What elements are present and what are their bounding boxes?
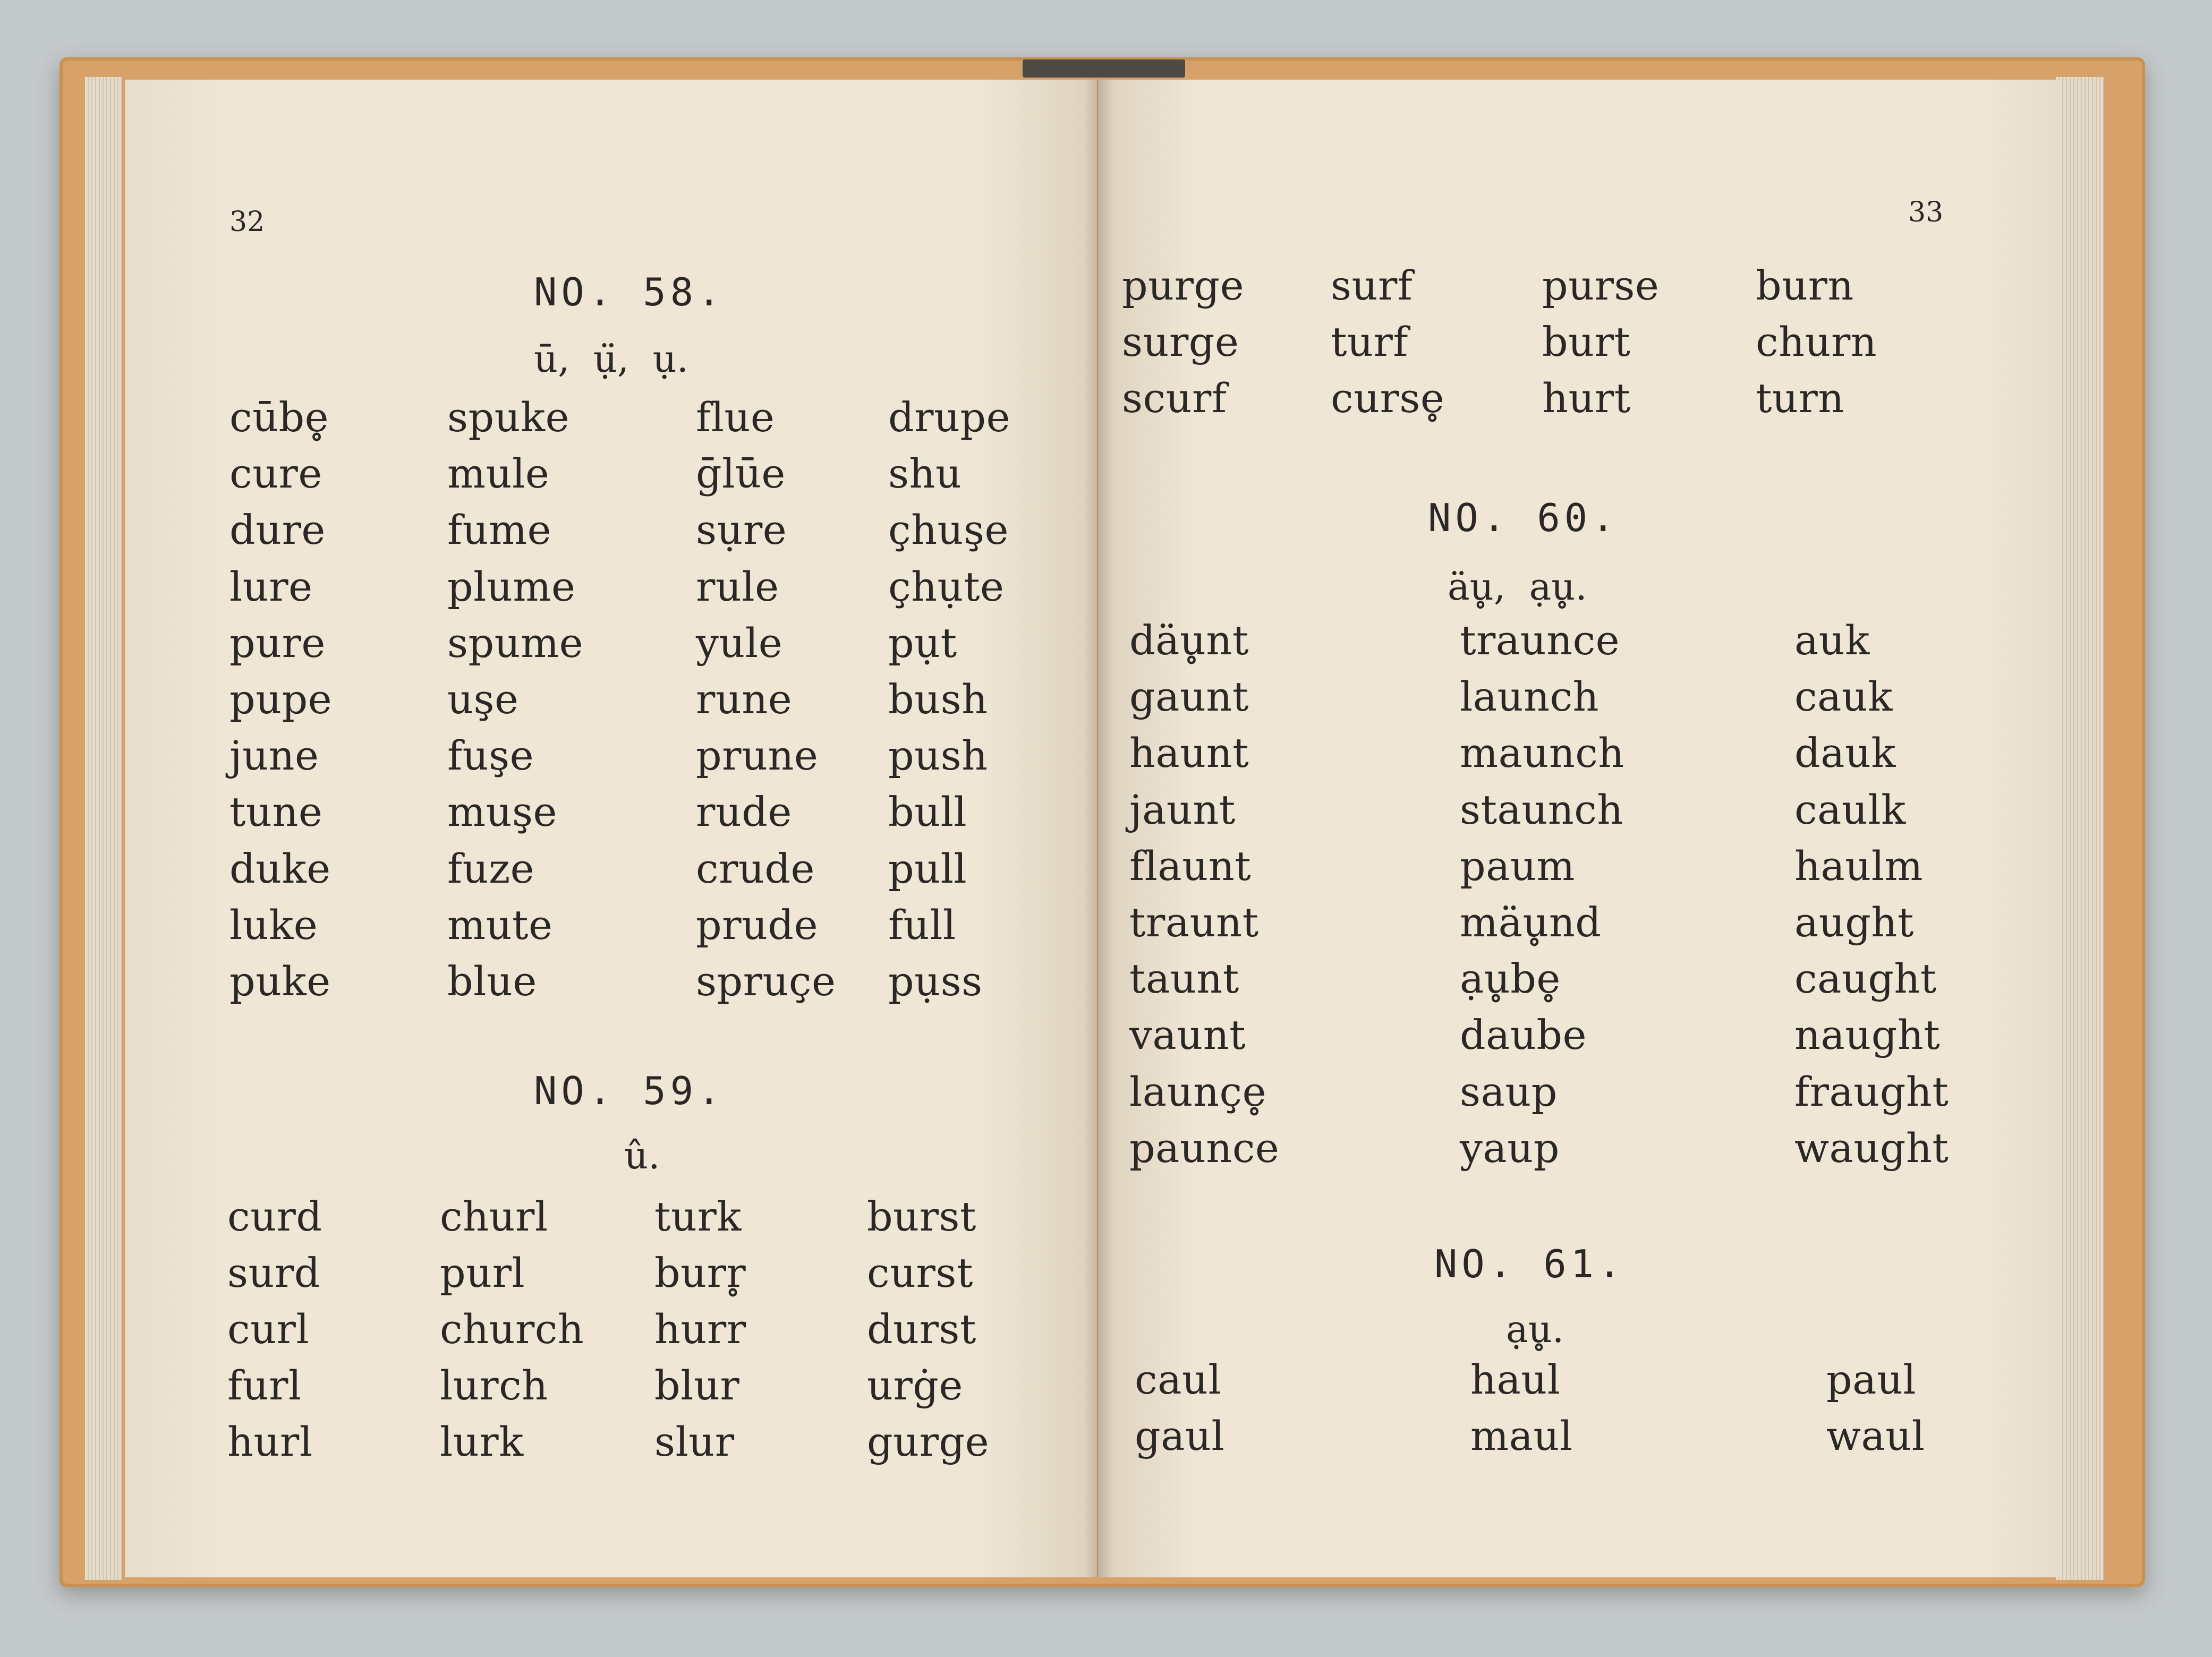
section-heading-58: NO. 58. <box>534 270 725 314</box>
spine-strip <box>1023 59 1185 78</box>
word: bush <box>888 676 988 723</box>
word: fraught <box>1794 1067 1949 1115</box>
word: gaunt <box>1129 673 1249 721</box>
word: daube <box>1460 1011 1587 1059</box>
word: sụre <box>696 506 787 554</box>
word: june <box>229 732 319 780</box>
word: mute <box>447 901 553 949</box>
word: traunt <box>1129 899 1259 946</box>
word: hurr <box>654 1305 746 1353</box>
word: spruçe <box>696 958 836 1005</box>
word: uşe <box>447 676 519 723</box>
word: pure <box>229 619 326 667</box>
word: purl <box>440 1249 525 1296</box>
word: burst <box>867 1193 976 1240</box>
word: cūbe̥ <box>229 394 329 441</box>
word: mäu̥nd <box>1460 899 1602 946</box>
word: luke <box>229 901 318 949</box>
word: hurl <box>227 1418 313 1465</box>
word: muşe <box>447 788 557 836</box>
word: paul <box>1826 1356 1917 1403</box>
word: ạu̥be̥ <box>1460 955 1561 1003</box>
word: purge <box>1122 262 1245 309</box>
right-page-edges <box>2056 77 2104 1580</box>
word: lure <box>229 562 313 610</box>
word: maunch <box>1460 729 1624 777</box>
page-number-right: 33 <box>1908 197 1944 228</box>
word: paum <box>1460 842 1575 890</box>
word: fuze <box>447 844 535 892</box>
word: church <box>440 1305 584 1353</box>
word: burr̥ <box>654 1249 746 1296</box>
word: curl <box>227 1305 310 1353</box>
word: burn <box>1756 262 1854 309</box>
word: gaul <box>1135 1412 1225 1459</box>
word: spuke <box>447 394 570 441</box>
word: çhuşe <box>888 506 1009 554</box>
section-marks-60: äu̥, ạu̥. <box>1448 565 1587 609</box>
word: dure <box>229 506 326 554</box>
word: mule <box>447 450 550 498</box>
word: ḡlūe <box>696 450 786 498</box>
word: cure <box>229 450 322 498</box>
word: blur <box>654 1362 740 1409</box>
word: curd <box>227 1193 322 1240</box>
word: fuşe <box>447 732 534 780</box>
word: aught <box>1794 899 1914 946</box>
word: burt <box>1542 318 1631 365</box>
word: prude <box>696 901 819 949</box>
word: rule <box>696 562 779 610</box>
word: vaunt <box>1129 1011 1246 1059</box>
word: gurge <box>867 1418 990 1465</box>
word: furl <box>227 1362 302 1409</box>
word: rune <box>696 676 793 723</box>
word: maul <box>1470 1412 1573 1459</box>
word: pụss <box>888 958 983 1005</box>
word: surge <box>1122 318 1239 365</box>
word: shu <box>888 450 962 498</box>
section-marks-61: ạu̥. <box>1506 1308 1564 1351</box>
word: turf <box>1331 318 1408 365</box>
word: waught <box>1794 1124 1949 1172</box>
word: curse̥ <box>1331 374 1445 422</box>
word: duke <box>229 844 331 892</box>
word: slur <box>654 1418 735 1465</box>
word: caul <box>1135 1356 1222 1403</box>
word: haul <box>1470 1356 1561 1403</box>
page-number-left: 32 <box>229 206 265 238</box>
word: lurk <box>440 1418 524 1465</box>
word: churn <box>1756 318 1877 365</box>
word: naught <box>1794 1011 1941 1059</box>
word: däu̥nt <box>1129 617 1249 664</box>
word: spume <box>447 619 584 667</box>
word: saup <box>1460 1067 1558 1115</box>
word: fume <box>447 506 552 554</box>
word: drupe <box>888 394 1011 441</box>
word: tune <box>229 788 323 836</box>
word: launch <box>1460 673 1600 721</box>
word: scurf <box>1122 374 1227 422</box>
word: prune <box>696 732 819 780</box>
word: push <box>888 732 988 780</box>
word: pupe <box>229 676 333 723</box>
word: taunt <box>1129 955 1239 1003</box>
word: traunce <box>1460 617 1620 664</box>
word: auk <box>1794 617 1870 664</box>
word: rude <box>696 788 792 836</box>
word: haunt <box>1129 729 1249 777</box>
word: launçe̥ <box>1129 1067 1267 1115</box>
section-marks-59: û. <box>624 1134 660 1177</box>
word: purse <box>1542 262 1660 309</box>
section-marks-58: ū, ụ̈, ụ. <box>534 337 689 381</box>
word: hurt <box>1542 374 1631 422</box>
word: flaunt <box>1129 842 1252 890</box>
word: surf <box>1331 262 1413 309</box>
word: caught <box>1794 955 1937 1003</box>
book-gutter <box>1084 80 1113 1577</box>
word: jaunt <box>1129 785 1236 833</box>
section-heading-60: NO. 60. <box>1428 496 1619 540</box>
word: haulm <box>1794 842 1924 890</box>
word: turn <box>1756 374 1844 422</box>
word: yaup <box>1460 1124 1560 1172</box>
word: urġe <box>867 1362 963 1409</box>
word: puke <box>229 958 331 1005</box>
word: caulk <box>1794 785 1906 833</box>
word: crude <box>696 844 815 892</box>
word: flue <box>696 394 775 441</box>
word: waul <box>1826 1412 1925 1459</box>
word: lurch <box>440 1362 548 1409</box>
word: turk <box>654 1193 742 1240</box>
section-heading-59: NO. 59. <box>534 1069 725 1113</box>
word: blue <box>447 958 537 1005</box>
word: pụt <box>888 619 957 667</box>
word: staunch <box>1460 785 1623 833</box>
word: pull <box>888 844 967 892</box>
word: churl <box>440 1193 548 1240</box>
left-page-edges <box>85 77 122 1580</box>
word: çhụte <box>888 562 1005 610</box>
word: cauk <box>1794 673 1893 721</box>
word: curst <box>867 1249 973 1296</box>
word: bull <box>888 788 967 836</box>
word: surd <box>227 1249 320 1296</box>
word: yule <box>696 619 783 667</box>
word: full <box>888 901 956 949</box>
section-heading-61: NO. 61. <box>1434 1242 1626 1286</box>
word: plume <box>447 562 576 610</box>
word: paunce <box>1129 1124 1280 1172</box>
word: durst <box>867 1305 976 1353</box>
word: dauk <box>1794 729 1896 777</box>
